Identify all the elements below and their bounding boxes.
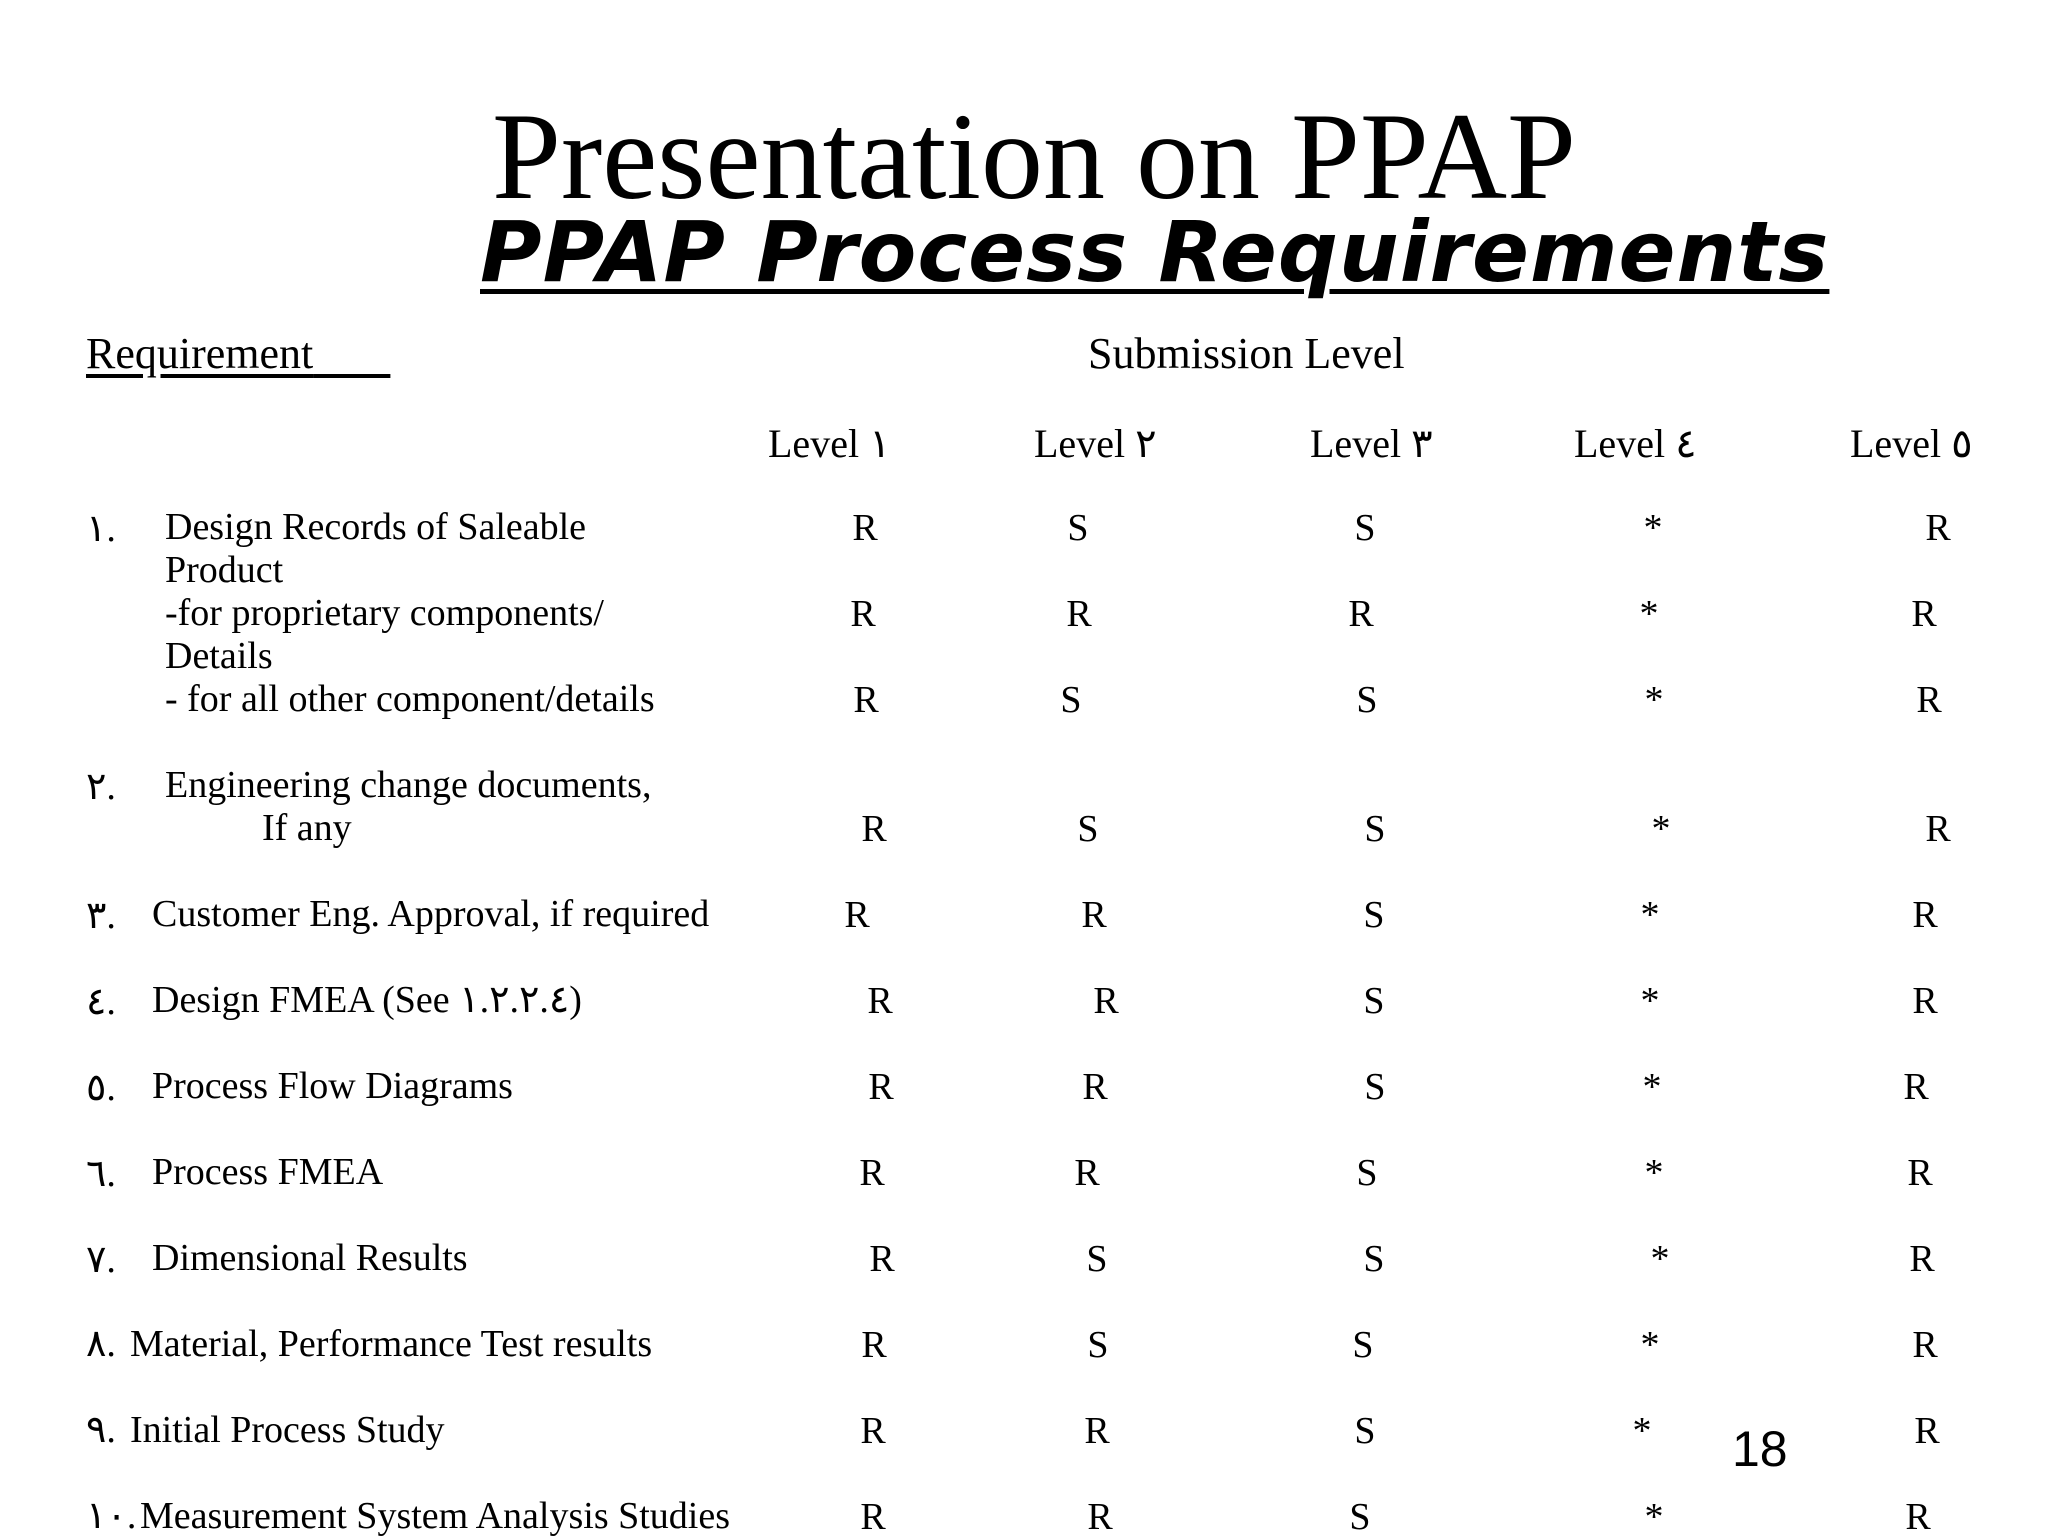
- submission-level-header: Submission Level: [1088, 329, 1405, 378]
- level-5-value: R: [1911, 593, 1937, 635]
- slide-subtitle: PPAP Process Requirements: [480, 203, 1830, 301]
- level-3-value: S: [1354, 507, 1376, 549]
- level-2-value: S: [1067, 507, 1089, 549]
- level-4-value: *: [1643, 507, 1663, 549]
- row-label: Customer Eng. Approval, if required: [152, 893, 710, 935]
- row-number: ٩.: [86, 1409, 116, 1451]
- level-2-value: S: [1087, 1324, 1109, 1366]
- row-label: Process FMEA: [152, 1151, 384, 1193]
- level-2-value: R: [1087, 1496, 1113, 1538]
- row-number: ١٠.: [86, 1495, 137, 1537]
- level-3-value: S: [1352, 1324, 1374, 1366]
- row-label-continued: Product: [165, 549, 284, 591]
- level-3-value: S: [1363, 894, 1385, 936]
- level-2-value: R: [1074, 1152, 1100, 1194]
- slide-title: Presentation on PPAP: [491, 88, 1577, 225]
- level-2-value: S: [1060, 679, 1082, 721]
- row-label: Material, Performance Test results: [130, 1323, 653, 1365]
- row-label-continued: Details: [165, 635, 273, 677]
- level-4-value: *: [1644, 1152, 1664, 1194]
- row-label: Measurement System Analysis Studies: [140, 1495, 731, 1537]
- row-number: ٥.: [86, 1067, 116, 1109]
- level-4-value: *: [1650, 1238, 1670, 1280]
- page-number: 18: [1732, 1421, 1788, 1477]
- level-2-value: R: [1082, 1066, 1108, 1108]
- level-5-value: R: [1925, 507, 1951, 549]
- row-label: Process Flow Diagrams: [152, 1065, 513, 1107]
- level-5-header: Level ٥: [1850, 421, 1973, 466]
- level-3-header: Level ٣: [1310, 421, 1433, 466]
- row-label: -for proprietary components/: [165, 592, 604, 634]
- level-3-value: S: [1363, 980, 1385, 1022]
- level-5-value: R: [1912, 1324, 1938, 1366]
- level-3-value: S: [1354, 1410, 1376, 1452]
- level-4-value: *: [1644, 679, 1664, 721]
- level-2-value: S: [1077, 808, 1099, 850]
- row-number: ٢.: [86, 766, 116, 808]
- row-number: ٦.: [86, 1153, 116, 1195]
- level-1-value: R: [861, 1324, 887, 1366]
- level-2-value: R: [1093, 980, 1119, 1022]
- level-5-value: R: [1914, 1410, 1940, 1452]
- level-3-value: R: [1348, 593, 1374, 635]
- row-label: Design FMEA (See ١.٢.٢.٤): [152, 979, 582, 1021]
- row-label: - for all other component/details: [165, 678, 655, 720]
- level-2-value: R: [1081, 894, 1107, 936]
- row-number: ٨.: [86, 1323, 116, 1365]
- level-4-value: *: [1642, 1066, 1662, 1108]
- level-3-value: S: [1363, 1238, 1385, 1280]
- level-2-value: S: [1086, 1238, 1108, 1280]
- level-5-value: R: [1912, 894, 1938, 936]
- row-label-continued: If any: [262, 807, 352, 849]
- row-number: ١.: [86, 508, 116, 550]
- level-5-value: R: [1903, 1066, 1929, 1108]
- level-5-value: R: [1905, 1496, 1931, 1538]
- row-label: Design Records of Saleable: [165, 506, 587, 548]
- level-3-value: S: [1364, 808, 1386, 850]
- level-1-value: R: [860, 1410, 886, 1452]
- level-1-value: R: [869, 1238, 895, 1280]
- level-4-value: *: [1632, 1410, 1652, 1452]
- level-3-value: S: [1364, 1066, 1386, 1108]
- level-1-value: R: [853, 679, 879, 721]
- level-4-value: *: [1640, 980, 1660, 1022]
- level-5-value: R: [1909, 1238, 1935, 1280]
- level-3-value: S: [1356, 679, 1378, 721]
- level-1-value: R: [850, 593, 876, 635]
- level-2-value: R: [1084, 1410, 1110, 1452]
- level-4-value: *: [1644, 1496, 1664, 1538]
- level-3-value: S: [1356, 1152, 1378, 1194]
- level-4-value: *: [1651, 808, 1671, 850]
- level-1-value: R: [844, 894, 870, 936]
- requirement-header: Requirement: [86, 329, 314, 378]
- level-1-header: Level ١: [768, 421, 891, 466]
- level-5-value: R: [1916, 679, 1942, 721]
- row-label: Engineering change documents,: [165, 764, 652, 806]
- level-5-value: R: [1907, 1152, 1933, 1194]
- level-5-value: R: [1912, 980, 1938, 1022]
- level-2-value: R: [1066, 593, 1092, 635]
- level-4-header: Level ٤: [1574, 421, 1697, 466]
- row-number: ٧.: [86, 1239, 116, 1281]
- level-4-value: *: [1640, 1324, 1660, 1366]
- row-number: ٤.: [86, 981, 116, 1023]
- level-4-value: *: [1640, 894, 1660, 936]
- level-5-value: R: [1925, 808, 1951, 850]
- row-label: Dimensional Results: [152, 1237, 468, 1279]
- level-1-value: R: [861, 808, 887, 850]
- level-1-value: R: [860, 1496, 886, 1538]
- level-1-value: R: [859, 1152, 885, 1194]
- level-1-value: R: [868, 1066, 894, 1108]
- row-number: ٣.: [86, 895, 116, 937]
- level-4-value: *: [1639, 593, 1659, 635]
- level-1-value: R: [867, 980, 893, 1022]
- level-1-value: R: [852, 507, 878, 549]
- level-2-header: Level ٢: [1034, 421, 1157, 466]
- level-3-value: S: [1349, 1496, 1371, 1538]
- row-label: Initial Process Study: [130, 1409, 445, 1451]
